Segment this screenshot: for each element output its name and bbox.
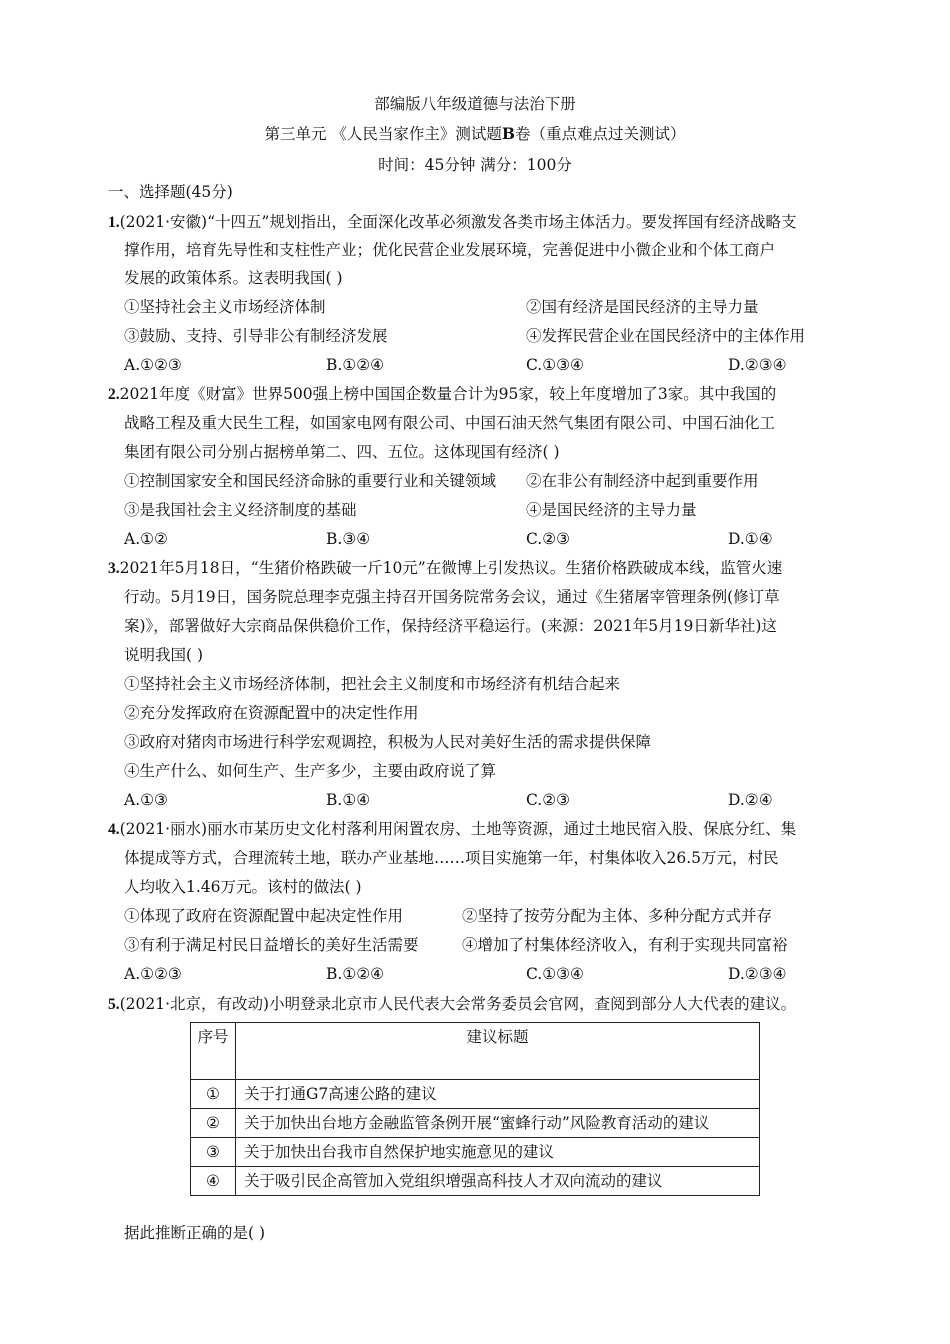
statement: ④是国民经济的主导力量 (526, 501, 697, 519)
choice-a: A.①②③ (124, 356, 182, 374)
question-3-line-1: 3.2021年5月18日，“生猪价格跌破一斤10元”在微博上引发热议。生猪价格跌破成本线，监管火速 (108, 559, 783, 577)
statement: ①坚持社会主义市场经济体制，把社会主义制度和市场经济有机结合起来 (124, 675, 621, 693)
doc-title: 部编版八年级道德与法治下册 (374, 95, 576, 113)
choice-c: C.②③ (526, 530, 571, 548)
statement: ③鼓励、支持、引导非公有制经济发展 (124, 327, 388, 345)
choice-d: D.②③④ (728, 356, 787, 374)
question-number: 4. (108, 821, 120, 838)
choice-b: B.①④ (326, 791, 371, 809)
statement: ①坚持社会主义市场经济体制 (124, 298, 326, 316)
question-2-line-3: 集团有限公司分别占据榜单第二、四、五位。这体现国有经济( ) (124, 443, 560, 461)
statement: ②坚持了按劳分配为主体、多种分配方式并存 (462, 907, 773, 925)
statement: ③是我国社会主义经济制度的基础 (124, 501, 357, 519)
choice-a: A.①② (124, 530, 168, 548)
choice-c: C.②③ (526, 791, 571, 809)
row-serial: ① (191, 1080, 236, 1109)
question-5-line-1: 5.(2021·北京，有改动)小明登录北京市人民代表大会常务委员会官网，查阅到部分人大代表的建议。 (108, 995, 797, 1013)
row-serial: ② (191, 1109, 236, 1138)
question-1-line-1: 1.(2021·安徽)“十四五”规划指出，全面深化改革必须激发各类市场主体活力。要发挥国有经济战略支 (108, 213, 797, 231)
question-3-line-3: 案)》，部署做好大宗商品保供稳价工作，保持经济平稳运行。(来源：2021年5月19日新华社)这 (124, 617, 777, 635)
question-4-line-2: 体提成等方式，合理流转土地，联办产业基地……项目实施第一年，村集体收入26.5万元，村民 (124, 849, 779, 867)
row-title: 关于打通G7高速公路的建议 (236, 1080, 760, 1109)
table-row (191, 1080, 760, 1109)
row-serial: ④ (191, 1167, 236, 1196)
statement: ④生产什么、如何生产、生产多少，主要由政府说了算 (124, 762, 497, 780)
question-number: 3. (108, 560, 120, 577)
choice-d: D.①④ (728, 530, 773, 548)
row-serial: ③ (191, 1138, 236, 1167)
choice-a: A.①②③ (124, 965, 182, 983)
statement: ④发挥民营企业在国民经济中的主体作用 (526, 327, 806, 345)
row-title: 关于加快出台地方金融监管条例开展“蜜蜂行动”风险教育活动的建议 (236, 1109, 760, 1138)
statement: ②在非公有制经济中起到重要作用 (526, 472, 759, 490)
statement: ①控制国家安全和国民经济命脉的重要行业和关键领域 (124, 472, 497, 490)
doc-subtitle (0, 122, 950, 144)
statement: ③有利于满足村民日益增长的美好生活需要 (124, 936, 419, 954)
statement: ②国有经济是国民经济的主导力量 (526, 298, 759, 316)
subtitle-prefix: 第三单元 《人民当家作主》测试题 (264, 125, 502, 143)
statement: ④增加了村集体经济收入，有利于实现共同富裕 (462, 936, 788, 954)
statement: ②充分发挥政府在资源配置中的决定性作用 (124, 704, 419, 722)
table-header-row (191, 1023, 760, 1080)
subtitle-bold: B (501, 124, 516, 143)
choice-c: C.①③④ (526, 965, 584, 983)
time-info: 时间：45分钟 满分：100分 (378, 156, 572, 174)
header-title: 建议标题 (236, 1023, 760, 1080)
statement: ①体现了政府在资源配置中起决定性作用 (124, 907, 404, 925)
header-serial: 序号 (191, 1023, 236, 1080)
choice-b: B.③④ (326, 530, 371, 548)
choice-d: D.②④ (728, 791, 773, 809)
choice-b: B.①②④ (326, 356, 385, 374)
question-4-line-1: 4.(2021·丽水)丽水市某历史文化村落利用闲置农房、土地等资源，通过土地民宿入股、保底分红、集 (108, 820, 797, 838)
statement: ③政府对猪肉市场进行科学宏观调控，积极为人民对美好生活的需求提供保障 (124, 733, 652, 751)
choice-a: A.①③ (124, 791, 168, 809)
table-row (191, 1138, 760, 1167)
question-5-prompt: 据此推断正确的是( ) (124, 1224, 266, 1242)
question-2-line-1: 2.2021年度《财富》世界500强上榜中国国企数量合计为95家，较上年度增加了3家。其中我国的 (108, 385, 777, 403)
question-1-line-3: 发展的政策体系。这表明我国( ) (124, 269, 343, 287)
row-title: 关于加快出台我市自然保护地实施意见的建议 (236, 1138, 760, 1167)
question-1-line-2: 撑作用，培育先导性和支柱性产业；优化民营企业发展环境，完善促进中小微企业和个体工商户 (124, 241, 776, 259)
suggestion-table (190, 1022, 760, 1196)
question-number: 2. (108, 386, 120, 403)
table-row (191, 1167, 760, 1196)
question-number: 5. (108, 996, 120, 1013)
question-2-line-2: 战略工程及重大民生工程，如国家电网有限公司、中国石油天然气集团有限公司、中国石油化工 (124, 414, 776, 432)
row-title: 关于吸引民企高管加入党组织增强高科技人才双向流动的建议 (236, 1167, 760, 1196)
choice-c: C.①③④ (526, 356, 584, 374)
question-4-line-3: 人均收入1.46万元。该村的做法( ) (124, 878, 362, 896)
table-row (191, 1109, 760, 1138)
question-3-line-4: 说明我国( ) (124, 646, 204, 664)
choice-b: B.①②④ (326, 965, 385, 983)
choice-d: D.②③④ (728, 965, 787, 983)
question-3-line-2: 行动。5月19日，国务院总理李克强主持召开国务院常务会议，通过《生猪屠宰管理条例(修订草 (124, 588, 780, 606)
question-number: 1. (108, 214, 120, 231)
section-heading: 一、选择题(45分) (108, 183, 233, 201)
subtitle-suffix: 卷（重点难点过关测试） (515, 125, 686, 143)
